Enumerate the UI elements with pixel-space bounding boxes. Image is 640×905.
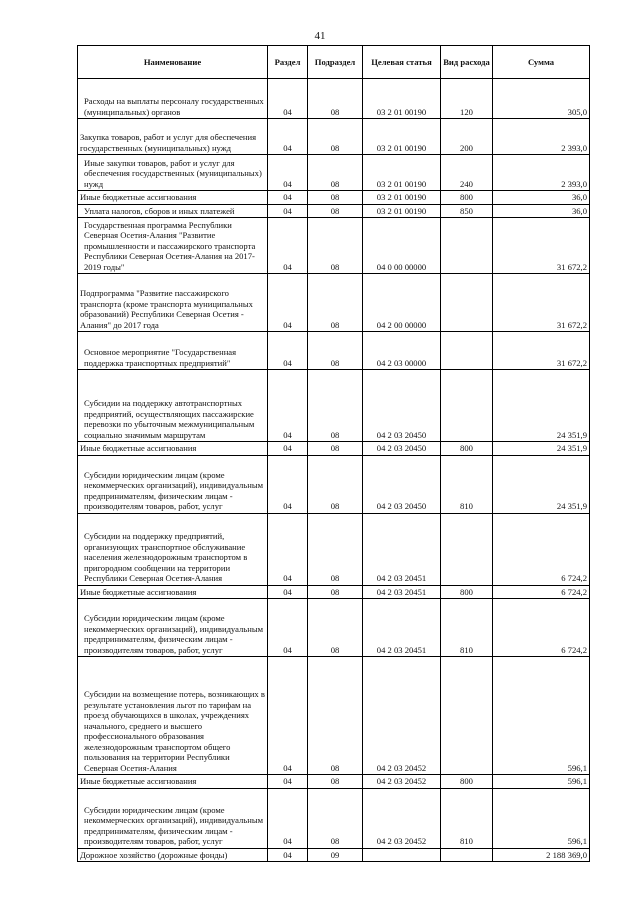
table-cell-section: 04 (268, 599, 308, 657)
table-cell-section: 04 (268, 848, 308, 862)
header-kind: Вид расхода (441, 46, 493, 79)
table-cell-amount: 24 351,9 (493, 442, 590, 456)
table-cell-name: Субсидии на поддержку предприятий, организующих транспортное обслуживание населения железнодорожным транспортом в пригородном сообщении на территории Республики Северная Осетия-Алания (78, 513, 268, 585)
table-row (78, 119, 590, 155)
table-cell-name: Субсидии на возмещение потерь, возникающих в результате установления льгот по тарифам на проезд обучающихся в школах, учреждениях начального, среднего и высшего профессионального образования железнодорожным транспортом общего пользования на территории Республики Северная Осетия-Алания (78, 657, 268, 775)
table-cell-amount: 36,0 (493, 204, 590, 218)
table-cell-name: Уплата налогов, сборов и иных платежей (78, 204, 268, 218)
table-cell-target: 04 2 03 20450 (363, 455, 441, 513)
table-cell-section: 04 (268, 442, 308, 456)
table-cell-amount: 36,0 (493, 191, 590, 205)
table-cell-name: Дорожное хозяйство (дорожные фонды) (78, 848, 268, 862)
table-cell-amount: 31 672,2 (493, 274, 590, 332)
table-row (78, 191, 590, 205)
table-cell-subsection: 08 (308, 79, 363, 119)
table-cell-subsection: 08 (308, 513, 363, 585)
table-cell-name: Закупка товаров, работ и услуг для обеспечения государственных (муниципальных) нужд (78, 119, 268, 155)
table-row (78, 455, 590, 513)
table-row (78, 218, 590, 274)
table-cell-kind: 810 (441, 455, 493, 513)
table-cell-subsection: 08 (308, 585, 363, 599)
header-subsection: Подраздел (308, 46, 363, 79)
table-cell-section: 04 (268, 513, 308, 585)
page-number: 41 (314, 30, 326, 42)
table-row (78, 155, 590, 191)
table-cell-name: Государственная программа Республики Северная Осетия-Алания "Развитие промышленности и пассажирского транспорта Республики Северная Осетия-Алания на 2017-2019 годы" (78, 218, 268, 274)
table-cell-amount: 2 393,0 (493, 119, 590, 155)
table-cell-target: 04 2 03 20451 (363, 585, 441, 599)
table-cell-amount: 596,1 (493, 657, 590, 775)
table-cell-name: Субсидии юридическим лицам (кроме некоммерческих организаций), индивидуальным предпринимателям, физическим лицам - производителям товаров, работ, услуг (78, 455, 268, 513)
table-cell-name: Иные бюджетные ассигнования (78, 191, 268, 205)
table-cell-target: 04 2 03 00000 (363, 332, 441, 370)
table-cell-section: 04 (268, 788, 308, 848)
table-cell-section: 04 (268, 119, 308, 155)
table-cell-section: 04 (268, 332, 308, 370)
table-row (78, 79, 590, 119)
table-cell-kind: 800 (441, 191, 493, 205)
table-cell-subsection: 08 (308, 657, 363, 775)
table-cell-subsection: 08 (308, 274, 363, 332)
table-cell-kind: 240 (441, 155, 493, 191)
table-cell-section: 04 (268, 79, 308, 119)
table-cell-section: 04 (268, 155, 308, 191)
table-cell-subsection: 08 (308, 788, 363, 848)
table-cell-kind (441, 657, 493, 775)
table-cell-section: 04 (268, 455, 308, 513)
table-cell-name: Иные бюджетные ассигнования (78, 585, 268, 599)
table-cell-kind (441, 332, 493, 370)
table-cell-target: 04 2 03 20452 (363, 775, 441, 789)
table-cell-amount: 596,1 (493, 775, 590, 789)
table-cell-kind (441, 513, 493, 585)
table-cell-subsection: 08 (308, 775, 363, 789)
table-cell-name: Субсидии юридическим лицам (кроме некоммерческих организаций), индивидуальным предпринимателям, физическим лицам - производителям товаров, работ, услуг (78, 599, 268, 657)
table-row (78, 599, 590, 657)
table-cell-name: Субсидии на поддержку автотранспортных предприятий, осуществляющих пассажирские перевозки по убыточным межмуниципальным социально значимым маршрутам (78, 370, 268, 442)
table-cell-target: 04 2 03 20451 (363, 599, 441, 657)
table-row (78, 274, 590, 332)
table-row (78, 370, 590, 442)
table-cell-amount: 6 724,2 (493, 513, 590, 585)
table-cell-kind: 810 (441, 788, 493, 848)
table-cell-subsection: 08 (308, 332, 363, 370)
header-name: Наименование (78, 46, 268, 79)
header-amount: Сумма (493, 46, 590, 79)
table-cell-section: 04 (268, 218, 308, 274)
table-row (78, 204, 590, 218)
table-cell-section: 04 (268, 370, 308, 442)
table-cell-subsection: 08 (308, 155, 363, 191)
budget-table (77, 45, 590, 862)
table-cell-target: 03 2 01 00190 (363, 79, 441, 119)
table-cell-subsection: 08 (308, 599, 363, 657)
header-target: Целевая статья (363, 46, 441, 79)
table-cell-amount: 31 672,2 (493, 218, 590, 274)
table-cell-amount: 2 188 369,0 (493, 848, 590, 862)
table-cell-target: 04 2 03 20451 (363, 513, 441, 585)
table-cell-kind: 200 (441, 119, 493, 155)
table-header-row (78, 46, 590, 79)
table-cell-kind: 800 (441, 775, 493, 789)
table-cell-target: 04 2 03 20450 (363, 442, 441, 456)
table-cell-kind: 120 (441, 79, 493, 119)
table-row (78, 848, 590, 862)
table-cell-amount: 6 724,2 (493, 585, 590, 599)
table-cell-subsection: 08 (308, 370, 363, 442)
table-cell-section: 04 (268, 585, 308, 599)
table-cell-target: 03 2 01 00190 (363, 155, 441, 191)
table-row (78, 332, 590, 370)
table-cell-name: Основное мероприятие "Государственная поддержка транспортных предприятий" (78, 332, 268, 370)
table-cell-target: 04 2 03 20450 (363, 370, 441, 442)
table-row (78, 788, 590, 848)
table-cell-amount: 24 351,9 (493, 455, 590, 513)
table-cell-target: 03 2 01 00190 (363, 204, 441, 218)
table-cell-kind: 800 (441, 585, 493, 599)
table-cell-amount: 24 351,9 (493, 370, 590, 442)
table-cell-subsection: 09 (308, 848, 363, 862)
table-cell-name: Подпрограмма "Развитие пассажирского транспорта (кроме транспорта муниципальных образований) Республики Северная Осетия - Алания" до 2017 года (78, 274, 268, 332)
table-cell-kind (441, 848, 493, 862)
table-cell-kind: 800 (441, 442, 493, 456)
table-cell-amount: 31 672,2 (493, 332, 590, 370)
table-cell-subsection: 08 (308, 218, 363, 274)
table-cell-name: Иные бюджетные ассигнования (78, 442, 268, 456)
table-cell-section: 04 (268, 657, 308, 775)
table-cell-target: 03 2 01 00190 (363, 191, 441, 205)
table-cell-subsection: 08 (308, 204, 363, 218)
table-cell-kind (441, 370, 493, 442)
table-cell-section: 04 (268, 204, 308, 218)
table-row (78, 657, 590, 775)
table-cell-kind: 810 (441, 599, 493, 657)
table-cell-target: 04 0 00 00000 (363, 218, 441, 274)
table-cell-section: 04 (268, 274, 308, 332)
table-cell-section: 04 (268, 191, 308, 205)
table-cell-amount: 2 393,0 (493, 155, 590, 191)
table-cell-subsection: 08 (308, 455, 363, 513)
header-section: Раздел (268, 46, 308, 79)
table-row (78, 585, 590, 599)
table-cell-subsection: 08 (308, 442, 363, 456)
table-cell-subsection: 08 (308, 191, 363, 205)
table-cell-target: 04 2 00 00000 (363, 274, 441, 332)
table-cell-kind: 850 (441, 204, 493, 218)
table-cell-section: 04 (268, 775, 308, 789)
table-cell-amount: 305,0 (493, 79, 590, 119)
table-cell-amount: 6 724,2 (493, 599, 590, 657)
table-cell-target: 03 2 01 00190 (363, 119, 441, 155)
table-cell-target: 04 2 03 20452 (363, 788, 441, 848)
table-cell-kind (441, 218, 493, 274)
table-cell-amount: 596,1 (493, 788, 590, 848)
table-cell-target: 04 2 03 20452 (363, 657, 441, 775)
table-body (78, 79, 590, 862)
table-cell-subsection: 08 (308, 119, 363, 155)
table-row (78, 775, 590, 789)
table-cell-name: Иные бюджетные ассигнования (78, 775, 268, 789)
table-row (78, 442, 590, 456)
table-cell-name: Расходы на выплаты персоналу государственных (муниципальных) органов (78, 79, 268, 119)
table-cell-target (363, 848, 441, 862)
table-cell-name: Иные закупки товаров, работ и услуг для обеспечения государственных (муниципальных) нужд (78, 155, 268, 191)
table-row (78, 513, 590, 585)
table-cell-name: Субсидии юридическим лицам (кроме некоммерческих организаций), индивидуальным предпринимателям, физическим лицам - производителям товаров, работ, услуг (78, 788, 268, 848)
table-cell-kind (441, 274, 493, 332)
